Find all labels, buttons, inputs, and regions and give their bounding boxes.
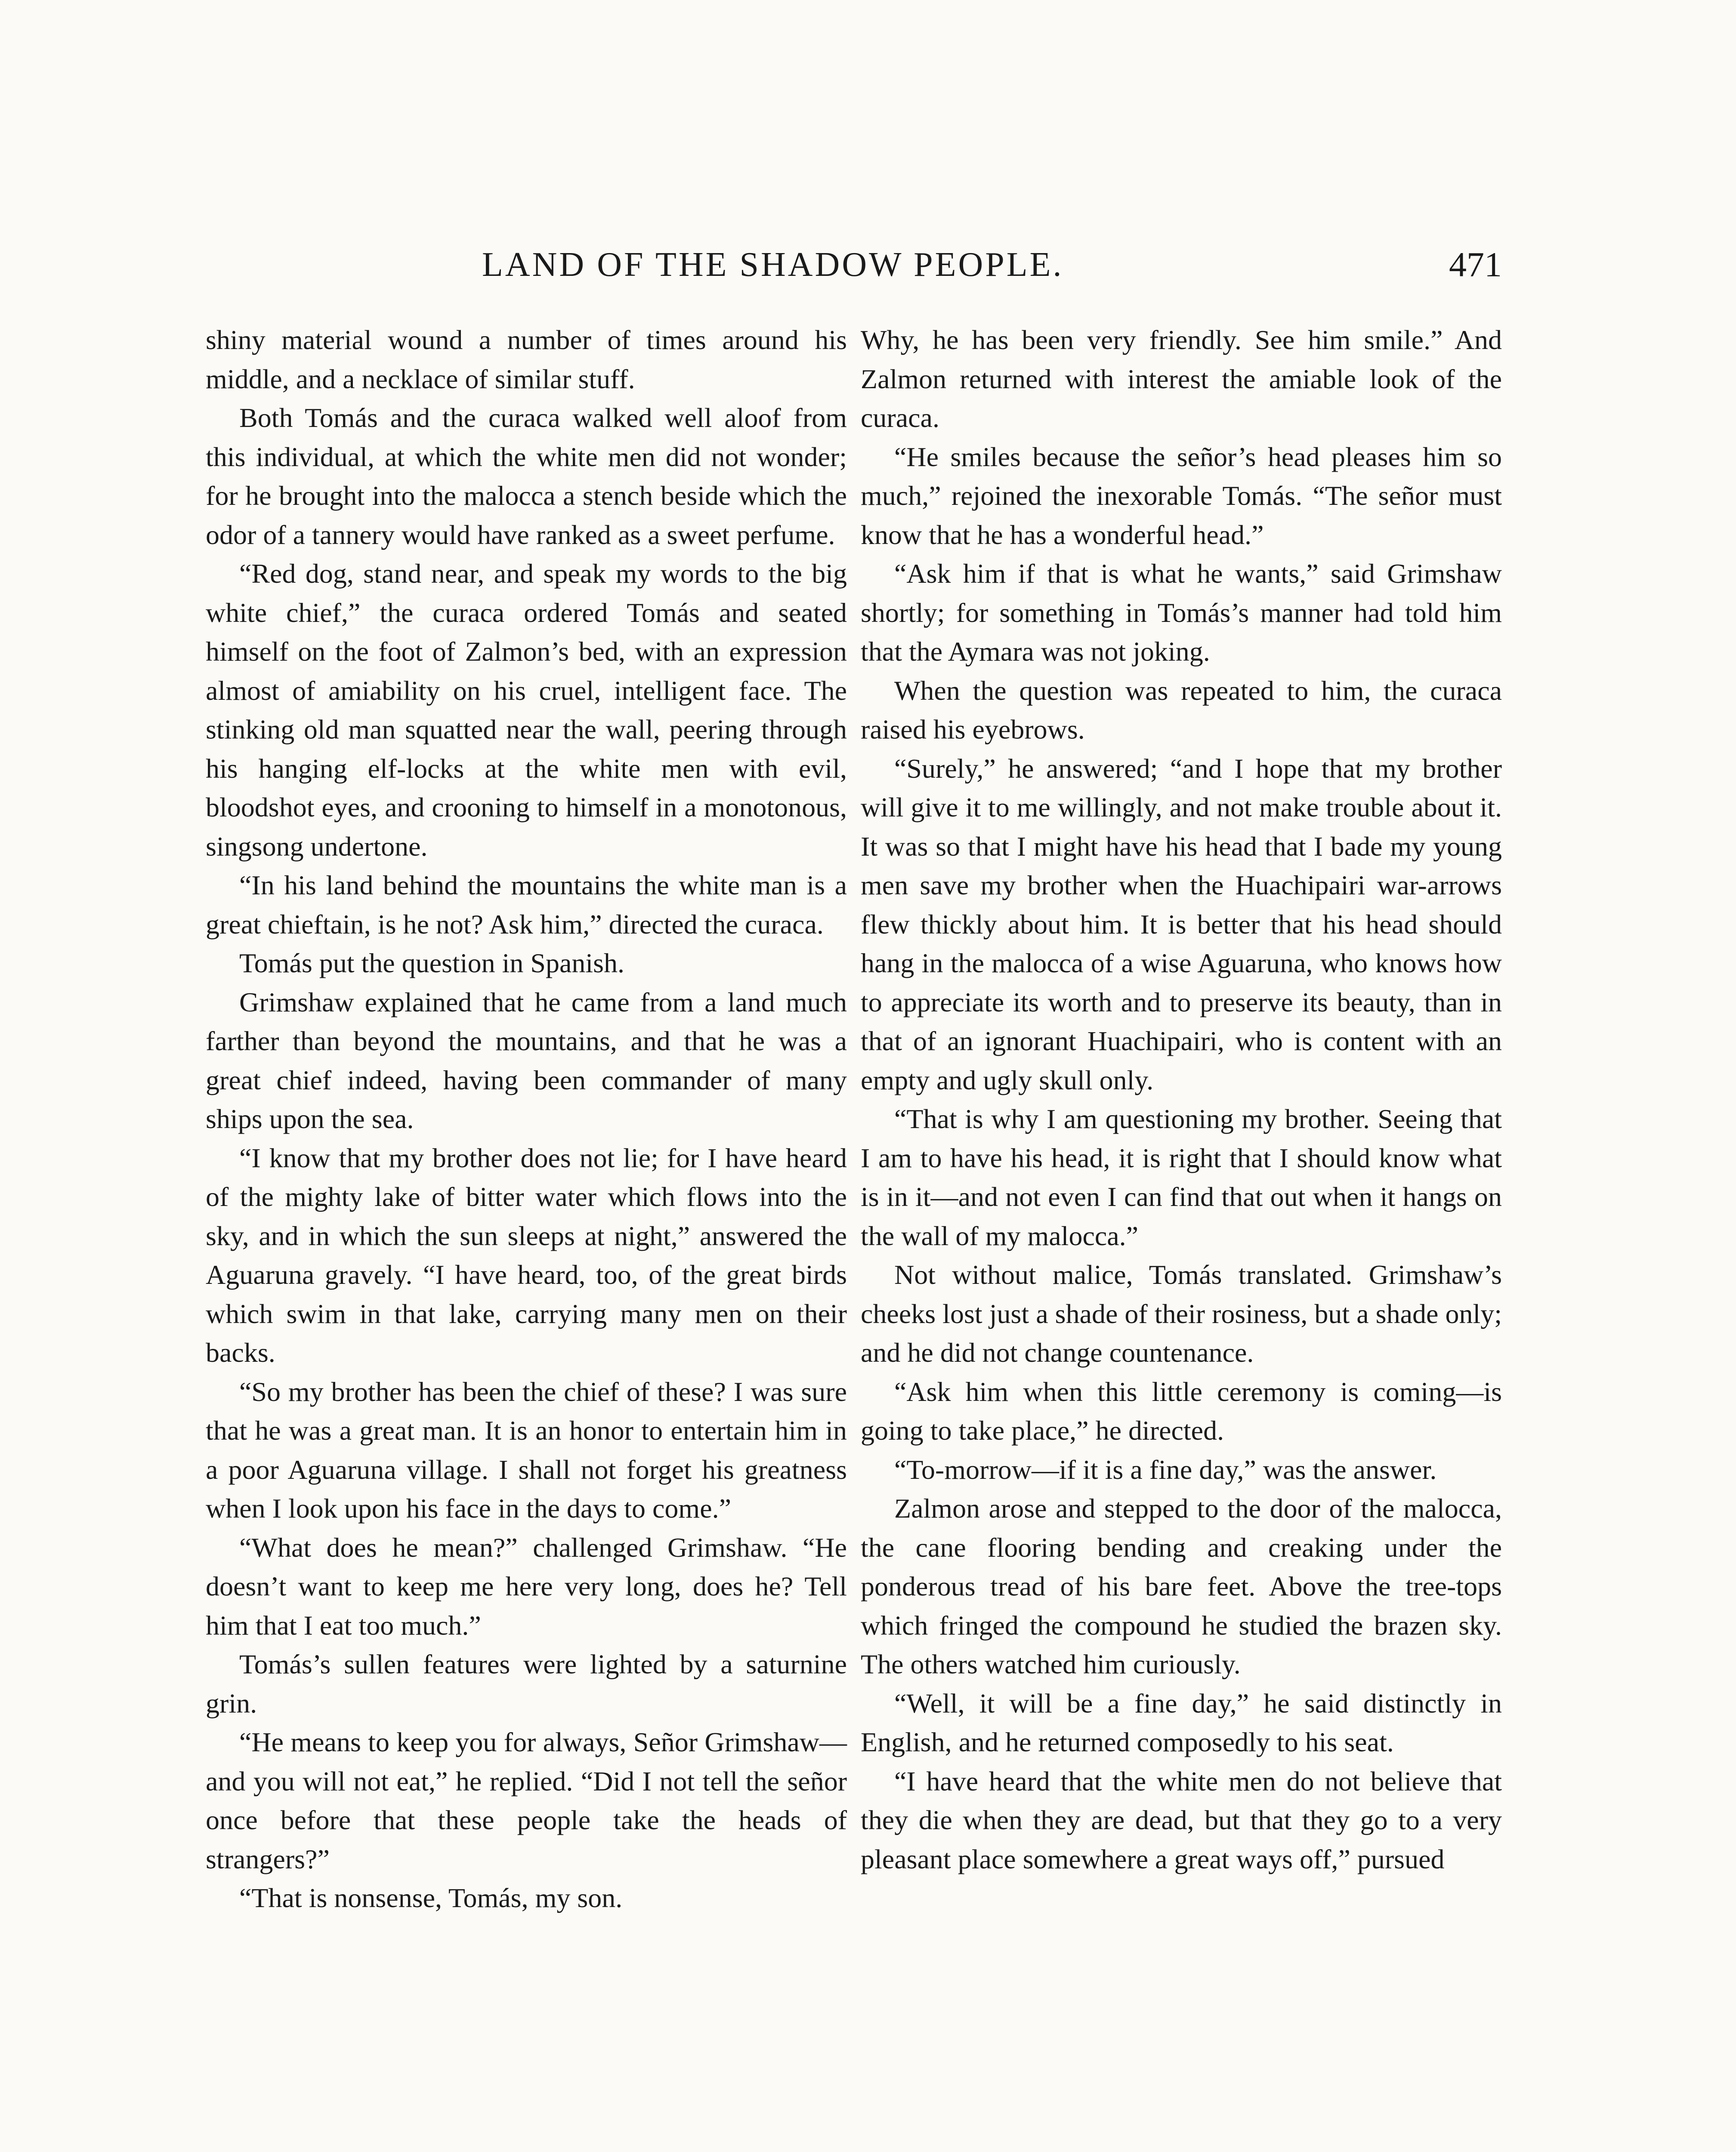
paragraph: “In his land behind the mountains the white man is a great chieftain, is he not? Ask him,” directed the curaca. (206, 870, 847, 940)
paragraph: Why, he has been very friendly. See him smile.” And Zalmon returned with interest the amiable look of the curaca. (861, 325, 1502, 433)
paragraph: Zalmon arose and stepped to the door of the malocca, the cane flooring bending and creaking under the ponderous tread of his bare feet. Above the tree-tops which fringed the compound he studied the brazen sky. The others watched him curiously. (861, 1493, 1502, 1679)
paragraph: shiny material wound a number of times around his middle, and a necklace of similar stuff. (206, 325, 847, 394)
left-column (206, 321, 847, 1918)
paragraph: “I have heard that the white men do not believe that they die when they are dead, but that they go to a very pleasant place somewhere a great ways off,” pursued (861, 1766, 1502, 1874)
paragraph: “So my brother has been the chief of these? I was sure that he was a great man. It is an honor to entertain him in a poor Aguaruna village. I shall not forget his greatness when I look upon his face in the days to come.” (206, 1376, 847, 1524)
paragraph: “I know that my brother does not lie; for I have heard of the mighty lake of bitter water which flows into the sky, and in which the sun sleeps at night,” answered the Aguaruna gravely. “I have heard, too, of the great birds which swim in that lake, carrying many men on their backs. (206, 1142, 847, 1368)
paragraph: “Well, it will be a fine day,” he said distinctly in English, and he returned composedly to his seat. (861, 1688, 1502, 1757)
paragraph: “Ask him when this little ceremony is coming—is going to take place,” he directed. (861, 1376, 1502, 1446)
paragraph: “Surely,” he answered; “and I hope that my brother will give it to me willingly, and not make trouble about it. It was so that I might have his head that I bade my young men save my brother when the Huachipairi war-arrows flew thickly about him. It is better that his head should hang in the malocca of a wise Aguaruna, who knows how to appreciate its worth and to preserve its beauty, than in that of an ignorant Huachipairi, who is content with an empty and ugly skull only. (861, 753, 1502, 1095)
paragraph: When the question was repeated to him, the curaca raised his eyebrows. (861, 675, 1502, 745)
page-number: 471 (1449, 245, 1502, 284)
paragraph: “What does he mean?” challenged Grimshaw. “He doesn’t want to keep me here very long, does he? Tell him that I eat too much.” (206, 1532, 847, 1641)
paragraph: Both Tomás and the curaca walked well aloof from this individual, at which the white men did not wonder; for he brought into the malocca a stench beside which the odor of a tannery would have ranked as a sweet perfume. (206, 402, 847, 550)
paragraph: “That is why I am questioning my brother. Seeing that I am to have his head, it is right that I should know what is in it—and not even I can find that out when it hangs on the wall of my malocca.” (861, 1104, 1502, 1251)
paragraph: “He smiles because the señor’s head pleases him so much,” rejoined the inexorable Tomás. “The señor must know that he has a wonderful head.” (861, 441, 1502, 550)
paragraph: Tomás’s sullen features were lighted by a saturnine grin. (206, 1649, 847, 1719)
paragraph: “To-morrow—if it is a fine day,” was the answer. (894, 1454, 1437, 1485)
paragraph: “He means to keep you for always, Señor Grimshaw—and you will not eat,” he replied. “Did I not tell the señor once before that these people take the heads of strangers?” (206, 1727, 847, 1874)
paragraph: Not without malice, Tomás translated. Grimshaw’s cheeks lost just a shade of their rosiness, but a shade only; and he did not change countenance. (861, 1259, 1502, 1368)
paragraph: Grimshaw explained that he came from a land much farther than beyond the mountains, and that he was a great chief indeed, having been commander of many ships upon the sea. (206, 986, 847, 1134)
paragraph: “Red dog, stand near, and speak my words to the big white chief,” the curaca ordered Tomás and seated himself on the foot of Zalmon’s bed, with an expression almost of amiability on his cruel, intelligent face. The stinking old man squatted near the wall, peering through his hanging elf-locks at the white men with evil, bloodshot eyes, and crooning to himself in a monotonous, singsong undertone. (206, 558, 847, 862)
paragraph: “Ask him if that is what he wants,” said Grimshaw shortly; for something in Tomás’s manner had told him that the Aymara was not joking. (861, 558, 1502, 667)
running-header: LAND OF THE SHADOW PEOPLE. (482, 246, 1064, 284)
paragraph: Tomás put the question in Spanish. (239, 948, 625, 978)
right-column (861, 321, 1502, 1879)
paragraph: “That is nonsense, Tomás, my son. (239, 1883, 623, 1913)
